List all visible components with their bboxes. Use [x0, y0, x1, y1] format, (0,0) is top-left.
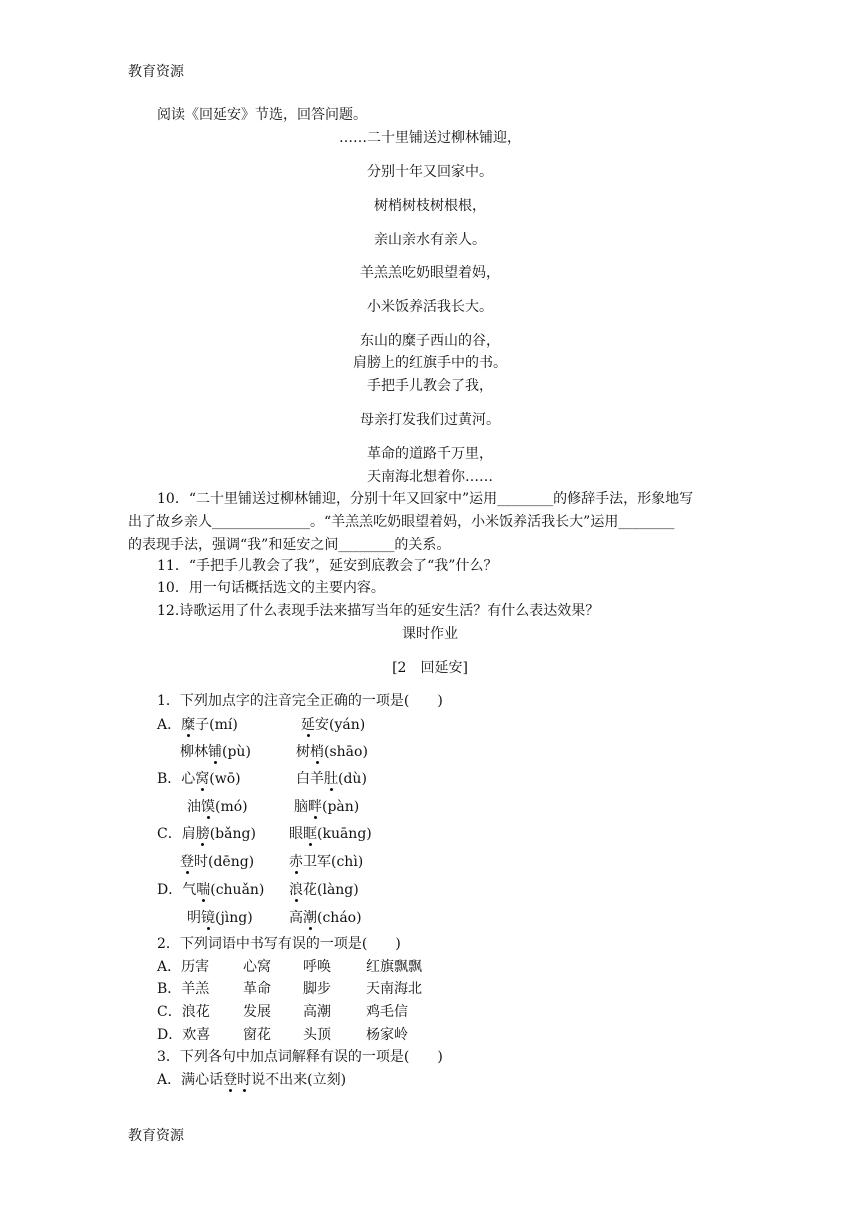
dotted-char: 糜 — [181, 717, 196, 733]
question-10a-line3: 的表现手法，强调“我”和延安之间________的关系。 — [128, 537, 451, 553]
mc1-option-b: B．心窝(wō) — [157, 771, 241, 787]
mc1-option-d-word2: 浪花(làng) — [289, 882, 359, 898]
poem-line: 树梢树枝树根根， — [374, 198, 486, 214]
mc2-option: D．欢喜 — [157, 1027, 211, 1043]
mc1-option-c: C．肩膀(bǎng) — [157, 826, 256, 842]
mc1-stem: 1．下列加点字的注音完全正确的一项是( ) — [157, 693, 443, 709]
mc2-word: 红旗飘飘 — [366, 959, 422, 975]
mc2-word: 头顶 — [303, 1027, 331, 1043]
question-10b: 10．用一句话概括选文的主要内容。 — [157, 580, 385, 596]
question-11: 11．“手把手儿教会了我”，延安到底教会了“我”什么？ — [157, 558, 498, 574]
mc2-option: C．浪花 — [157, 1004, 210, 1020]
mc1-option-c-word3: 登时(dēng) — [180, 854, 255, 870]
dotted-char: 延 — [301, 717, 315, 733]
question-10a-line2: 出了故乡亲人______________。“羊羔羔吃奶眼望着妈，小米饭养活我长大”运用________ — [128, 514, 675, 530]
mc1-option-b-word4: 脑畔(pàn) — [294, 799, 360, 815]
mc2-option: B．羊羔 — [157, 981, 210, 997]
mc2-word: 高潮 — [303, 1004, 331, 1020]
poem-line: 东山的糜子西山的谷， — [360, 333, 500, 349]
dotted-char: 眶 — [303, 826, 317, 842]
dotted-char: 铺 — [208, 744, 222, 760]
dotted-char: 梢 — [310, 744, 324, 760]
question-10a-line1: 10．“二十里铺送过柳林铺迎，分别十年又回家中”运用________的修辞手法，形象地写 — [157, 491, 694, 507]
mc2-word: 革命 — [243, 981, 271, 997]
mc1-option-c-word2: 眼眶(kuāng) — [289, 826, 372, 842]
option-letter: D． — [157, 882, 183, 898]
mc1-option-a-word4: 树梢(shāo) — [296, 744, 368, 760]
page-footer: 教育资源 — [128, 1128, 184, 1144]
mc2-word: 天南海北 — [366, 981, 422, 997]
mc1-option-d-word4: 高潮(cháo) — [289, 910, 362, 926]
poem-line: 肩膀上的红旗手中的书。 — [353, 355, 507, 371]
mc2-word: 鸡毛信 — [366, 1004, 408, 1020]
dotted-char: 膀 — [195, 826, 210, 842]
dotted-char: 潮 — [303, 910, 317, 926]
dotted-char: 浪 — [289, 882, 303, 898]
mc1-option-a-word2: 延安(yán) — [301, 717, 366, 733]
dotted-char: 登 — [223, 1072, 238, 1088]
mc3-stem: 3．下列各句中加点词解释有误的一项是( ) — [157, 1049, 443, 1065]
mc2-word: 发展 — [243, 1004, 271, 1020]
poem-line: ……二十里铺送过柳林铺迎， — [339, 130, 521, 146]
dotted-char: 肚 — [324, 771, 338, 787]
homework-title: 课时作业 — [402, 626, 458, 642]
option-letter: A． — [157, 717, 182, 733]
poem-line: 革命的道路千万里， — [367, 446, 493, 462]
dotted-char: 喘 — [196, 882, 211, 898]
dotted-char: 赤 — [289, 854, 303, 870]
option-letter: C． — [157, 826, 182, 842]
option-letter: B． — [157, 771, 182, 787]
homework-subtitle: [2 回延安] — [392, 660, 468, 676]
poem-line: 手把手儿教会了我， — [367, 378, 493, 394]
mc2-word: 窗花 — [243, 1027, 271, 1043]
poem-line: 羊羔羔吃奶眼望着妈， — [360, 265, 500, 281]
mc1-option-a: A．糜子(mí) — [157, 717, 238, 733]
mc1-option-b-word3: 油馍(mó) — [187, 799, 248, 815]
poem-line: 亲山亲水有亲人。 — [374, 232, 486, 248]
dotted-char: 时 — [237, 1072, 252, 1088]
poem-line: 分别十年又回家中。 — [367, 164, 493, 180]
mc2-word: 心窝 — [243, 959, 271, 975]
mc1-option-a-word3: 柳林铺(pù) — [180, 744, 251, 760]
question-12: 12.诗歌运用了什么表现手法来描写当年的延安生活？有什么表达效果？ — [157, 603, 600, 619]
poem-line: 天南海北想着你…… — [367, 469, 493, 485]
dotted-char: 窝 — [195, 771, 210, 787]
page-header: 教育资源 — [128, 64, 184, 80]
mc2-word: 杨家岭 — [366, 1027, 408, 1043]
mc1-option-d: D．气喘(chuǎn) — [157, 882, 265, 898]
mc1-option-d-word3: 明镜(jìng) — [187, 910, 253, 926]
dotted-char: 馍 — [201, 799, 215, 815]
mc2-stem: 2．下列词语中书写有误的一项是( ) — [157, 936, 401, 952]
mc1-option-c-word4: 赤卫军(chì) — [289, 854, 364, 870]
mc3-option-a: A．满心话登时说不出来(立刻) — [157, 1072, 347, 1088]
mc1-option-b-word2: 白羊肚(dù) — [296, 771, 367, 787]
poem-line: 小米饭养活我长大。 — [367, 299, 493, 315]
dotted-char: 登 — [180, 854, 194, 870]
reading-instruction: 阅读《回延安》节选，回答问题。 — [157, 107, 367, 123]
mc2-word: 脚步 — [303, 981, 331, 997]
dotted-char: 畔 — [308, 799, 322, 815]
mc2-option: A．历害 — [157, 959, 210, 975]
mc2-word: 呼唤 — [303, 959, 331, 975]
dotted-char: 镜 — [201, 910, 215, 926]
poem-line: 母亲打发我们过黄河。 — [360, 412, 500, 428]
